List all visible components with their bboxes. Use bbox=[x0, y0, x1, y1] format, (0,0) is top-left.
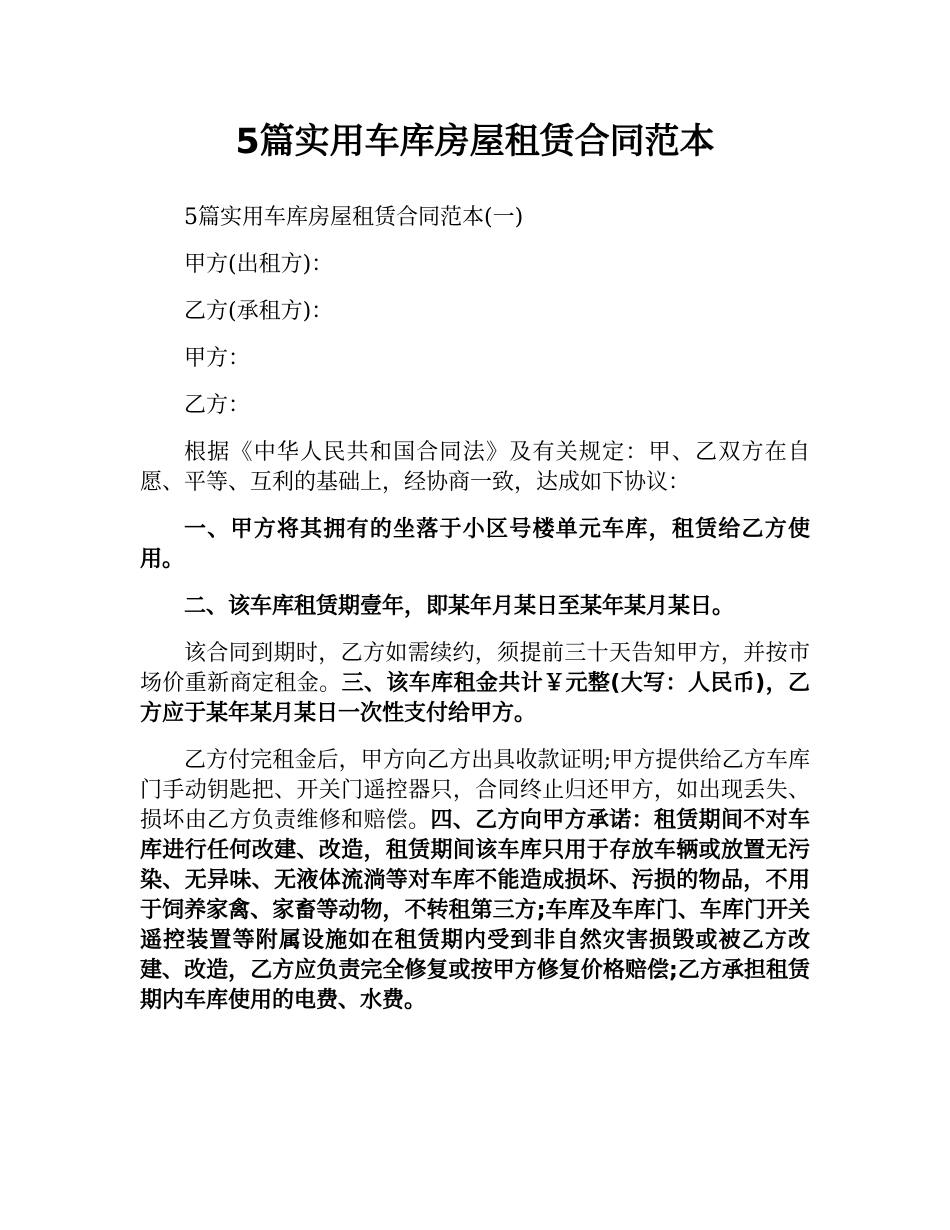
payment-text: 乙方付完租金后，甲方向乙方出具收款证明;甲方提供给乙方车库门手动钥匙把、开关门遥控器只，合同终止归还甲方，如出现丢失、损坏由乙方负责维修和赔偿。 bbox=[140, 748, 810, 833]
renewal-text: 该合同到期时，乙方如需续约，须提前三十天告知甲方，并按市场价重新商定租金。 bbox=[140, 641, 810, 696]
document-title: 5篇实用车库房屋租赁合同范本 bbox=[235, 122, 715, 162]
party-b-line: 乙方： bbox=[184, 393, 251, 418]
renewal-paragraph bbox=[140, 639, 810, 729]
clause-one: 一、甲方将其拥有的坐落于小区号楼单元车库，租赁给乙方使用。 bbox=[140, 517, 810, 572]
clause-four: 四、乙方向甲方承诺：租赁期间不对车库进行任何改建、改造，租赁期间该车库只用于存放车辆或放置无污染、无异味、无液体流淌等对车库不能造成损坏、污损的物品，不用于饲养家禽、家畜等动物，不转租第三方;车库及车库门、车库门开关遥控装置等附属设施如在租赁期内受到非自然灾害损毁或被乙方改建、改造，乙方应负责完全修复或按甲方修复价格赔偿;乙方承担租赁期内车库使用的电费、水费。 bbox=[140, 808, 810, 1013]
lessor-line: 甲方(出租方)： bbox=[184, 252, 334, 277]
document-body bbox=[140, 203, 810, 1033]
clause-three: 三、该车库租金共计￥元整(大写：人民币)，乙方应于某年某月某日一次性支付给甲方。 bbox=[140, 671, 810, 726]
section-heading: 5篇实用车库房屋租赁合同范本(一) bbox=[184, 205, 524, 230]
lessee-line: 乙方(承租方)： bbox=[184, 299, 334, 324]
payment-paragraph bbox=[140, 746, 810, 1016]
clause-two: 二、该车库租赁期壹年，即某年月某日至某年某月某日。 bbox=[184, 594, 735, 619]
preamble-paragraph: 根据《中华人民共和国合同法》及有关规定：甲、乙双方在自愿、平等、互利的基础上，经协商一致，达成如下协议： bbox=[140, 440, 810, 495]
party-a-line: 甲方： bbox=[184, 346, 251, 371]
